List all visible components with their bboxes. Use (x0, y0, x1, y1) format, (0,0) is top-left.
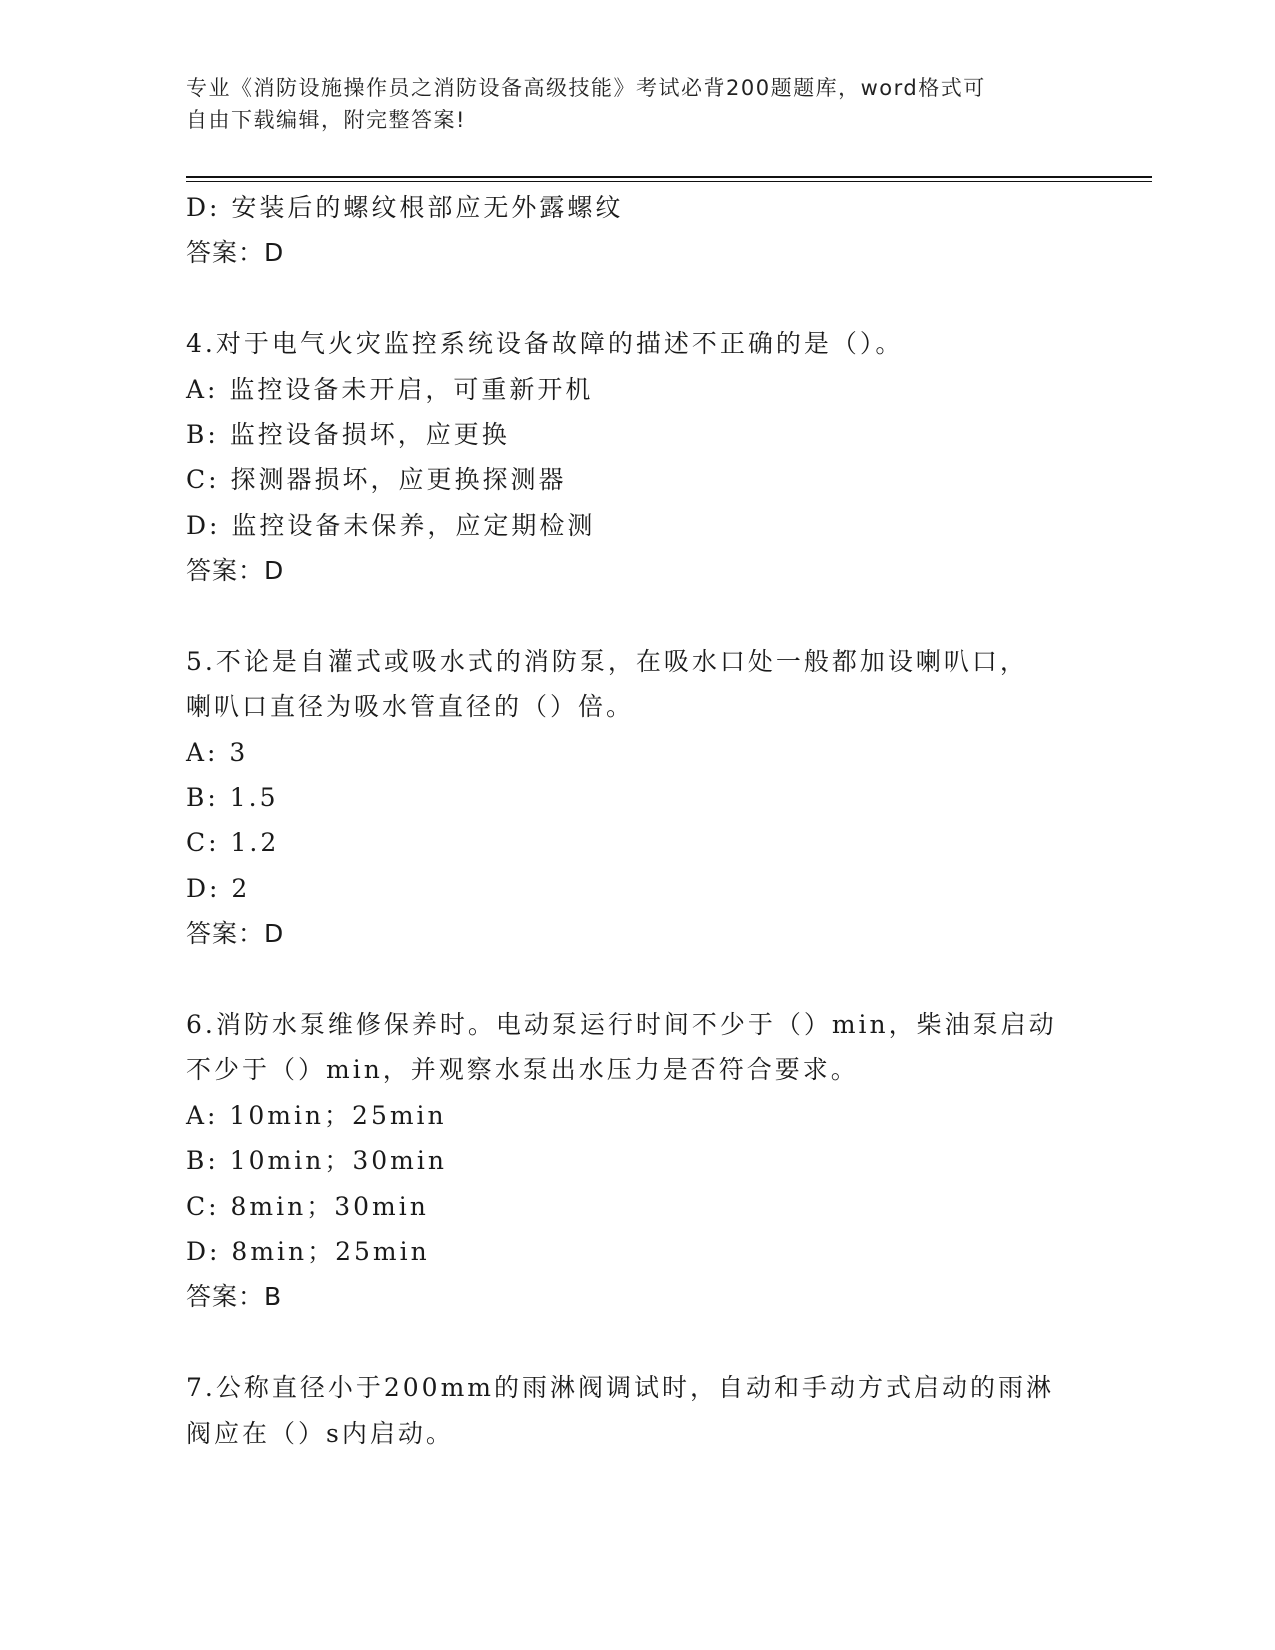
option-b: B: 10min；30min (186, 1146, 447, 1176)
header-line-1: 专业《消防设施操作员之消防设备高级技能》考试必背200题题库，word格式可 (186, 76, 986, 100)
question-4 (186, 321, 1086, 593)
answer: 答案：D (186, 556, 285, 586)
option-d: D: 8min；25min (186, 1236, 430, 1266)
header-rule-thin (186, 181, 1152, 182)
page-header (186, 72, 1086, 136)
answer: 答案：D (186, 919, 285, 949)
spacer (186, 594, 1086, 639)
spacer (186, 1320, 1086, 1365)
question-stem: 7.公称直径小于200mm的雨淋阀调试时，自动和手动方式启动的雨淋 (186, 1373, 1054, 1403)
question-stem-cont: 喇叭口直径为吸水管直径的（）倍。 (186, 692, 635, 722)
question-stem: 5.不论是自灌式或吸水式的消防泵，在吸水口处一般都加设喇叭口， (186, 646, 1028, 676)
question-5 (186, 639, 1086, 957)
spacer (186, 957, 1086, 1002)
question-7 (186, 1365, 1086, 1456)
option-d: D: 监控设备未保养，应定期检测 (186, 510, 596, 540)
question-stem: 4.对于电气火灾监控系统设备故障的描述不正确的是（）。 (186, 329, 904, 359)
question-stem-cont: 阀应在（）s内启动。 (186, 1418, 454, 1448)
header-line-2: 自由下载编辑，附完整答案! (186, 108, 466, 132)
answer: 答案：D (186, 238, 285, 268)
option-b: B: 1.5 (186, 783, 279, 813)
question-stem: 6.消防水泵维修保养时。电动泵运行时间不少于（）min，柴油泵启动 (186, 1010, 1057, 1040)
spacer (186, 276, 1086, 321)
option-c: C: 探测器损坏，应更换探测器 (186, 465, 567, 495)
question-list (186, 185, 1086, 1456)
option-a: A: 10min；25min (186, 1100, 447, 1130)
option-c: C: 1.2 (186, 828, 280, 858)
option-d: D: 安装后的螺纹根部应无外露螺纹 (186, 193, 624, 222)
question-6 (186, 1002, 1086, 1320)
option-c: C: 8min；30min (186, 1191, 429, 1221)
answer: 答案：B (186, 1282, 283, 1312)
option-b: B: 监控设备损坏，应更换 (186, 419, 510, 449)
option-a: A: 监控设备未开启，可重新开机 (186, 374, 594, 404)
option-d: D: 2 (186, 873, 251, 903)
question-stem-cont: 不少于（）min，并观察水泵出水压力是否符合要求。 (186, 1055, 859, 1085)
header-rule-thick (186, 176, 1152, 178)
option-a: A: 3 (186, 737, 249, 767)
